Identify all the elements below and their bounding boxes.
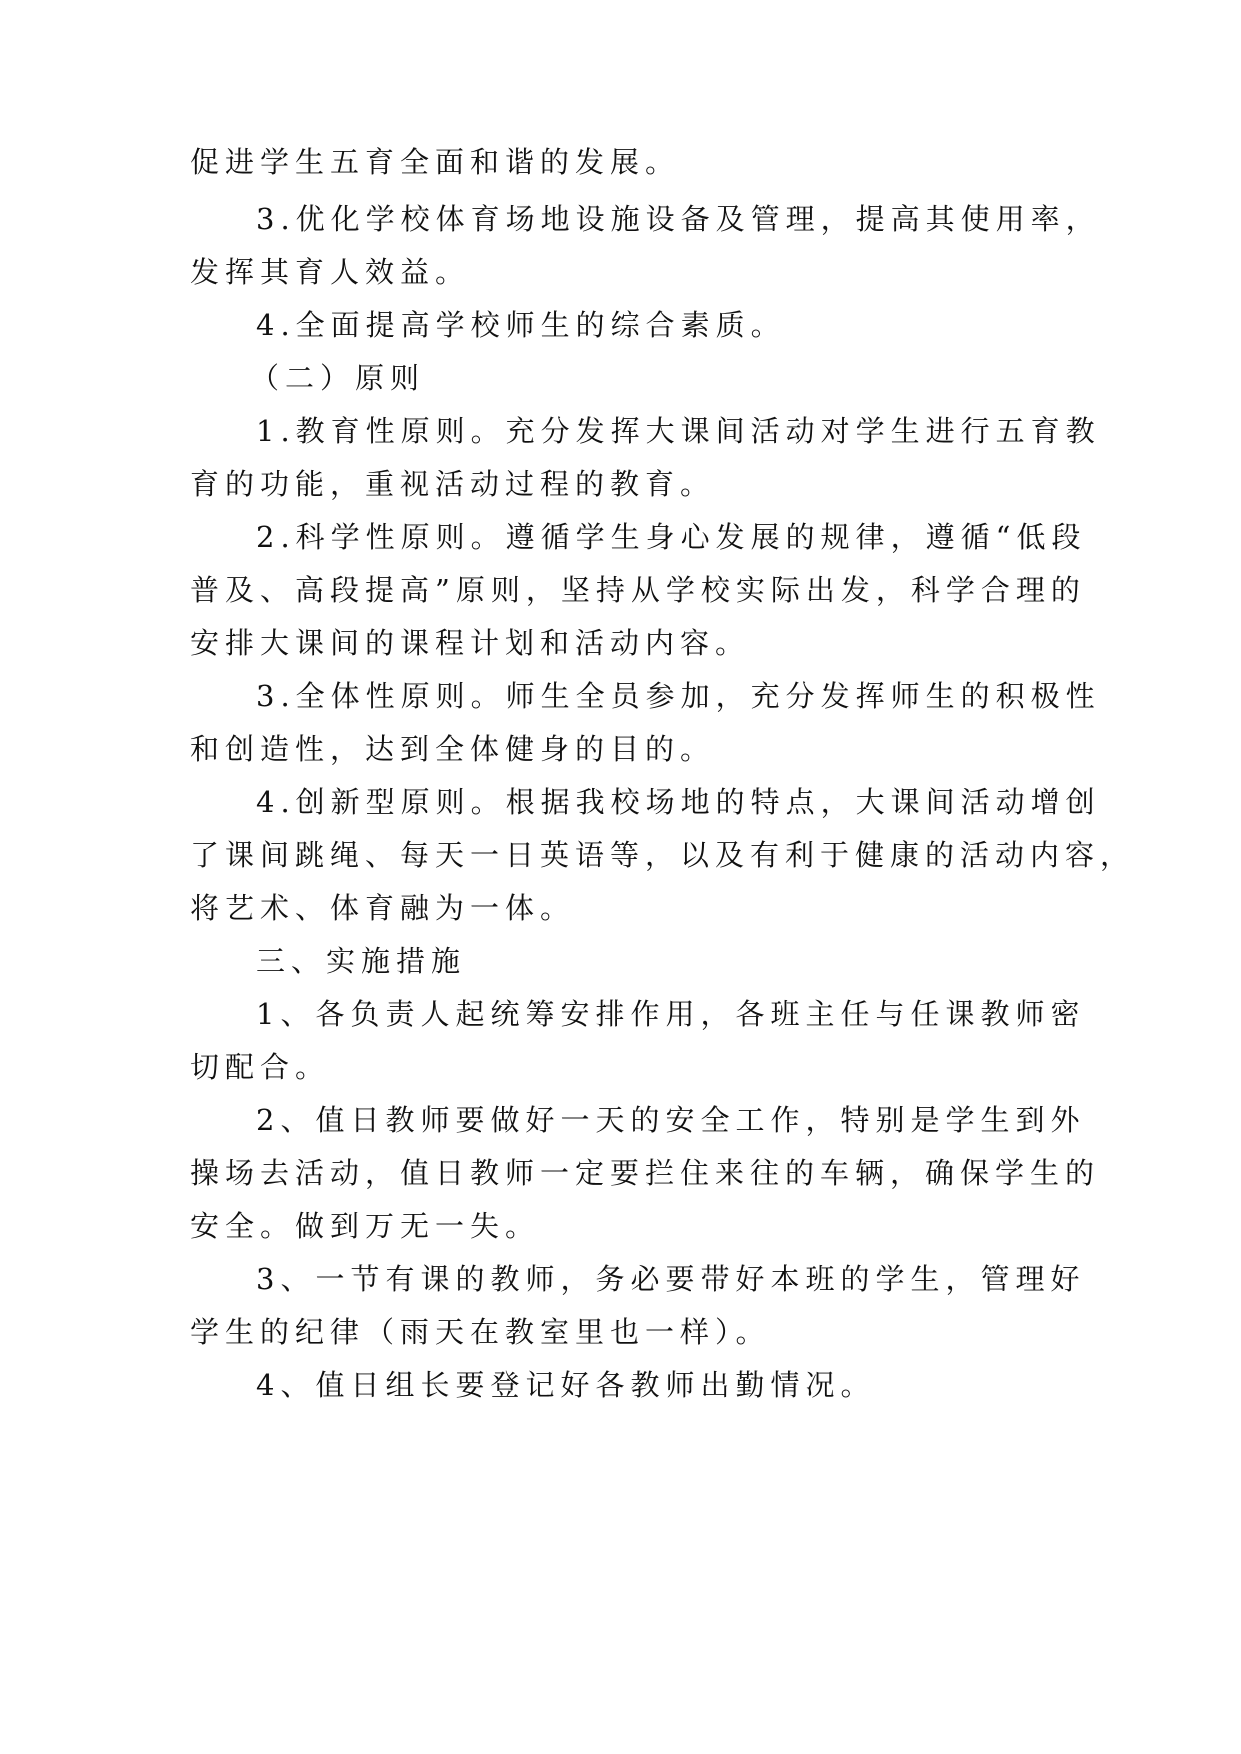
text-line: 安排大课间的课程计划和活动内容。 xyxy=(190,626,751,660)
text-line: 和创造性，达到全体健身的目的。 xyxy=(190,732,716,766)
list-item: 1、各负责人起统筹安排作用，各班主任与任课教师密 xyxy=(256,997,1086,1031)
text-line: 将艺术、体育融为一体。 xyxy=(190,891,576,925)
text-line: 育的功能，重视活动过程的教育。 xyxy=(190,467,716,501)
list-item: 2.科学性原则。遵循学生身心发展的规律，遵循“低段 xyxy=(256,520,1087,554)
text-line: 安全。做到万无一失。 xyxy=(190,1209,541,1243)
list-item: 3.优化学校体育场地设施设备及管理，提高其使用率， xyxy=(256,202,1101,236)
text-line: 操场去活动，值日教师一定要拦住来往的车辆，确保学生的 xyxy=(190,1156,1101,1190)
text-line: 了课间跳绳、每天一日英语等，以及有利于健康的活动内容， xyxy=(190,838,1136,872)
list-item: 4.创新型原则。根据我校场地的特点，大课间活动增创 xyxy=(256,785,1101,819)
text-line: 学生的纪律（雨天在教室里也一样）。 xyxy=(190,1315,771,1349)
text-line: 切配合。 xyxy=(190,1050,331,1084)
section-heading: （二）原则 xyxy=(250,361,426,395)
list-item: 4、值日组长要登记好各教师出勤情况。 xyxy=(256,1368,876,1402)
text-line: 发挥其育人效益。 xyxy=(190,255,471,289)
list-item: 3、一节有课的教师，务必要带好本班的学生，管理好 xyxy=(256,1262,1086,1296)
list-item: 2、值日教师要做好一天的安全工作，特别是学生到外 xyxy=(256,1103,1086,1137)
text-line: 促进学生五育全面和谐的发展。 xyxy=(190,145,681,179)
list-item: 1.教育性原则。充分发挥大课间活动对学生进行五育教 xyxy=(256,414,1101,448)
list-item: 3.全体性原则。师生全员参加，充分发挥师生的积极性 xyxy=(256,679,1101,713)
text-line: 普及、高段提高”原则，坚持从学校实际出发，科学合理的 xyxy=(190,573,1086,607)
section-heading: 三、实施措施 xyxy=(256,944,467,978)
list-item: 4.全面提高学校师生的综合素质。 xyxy=(256,308,786,342)
